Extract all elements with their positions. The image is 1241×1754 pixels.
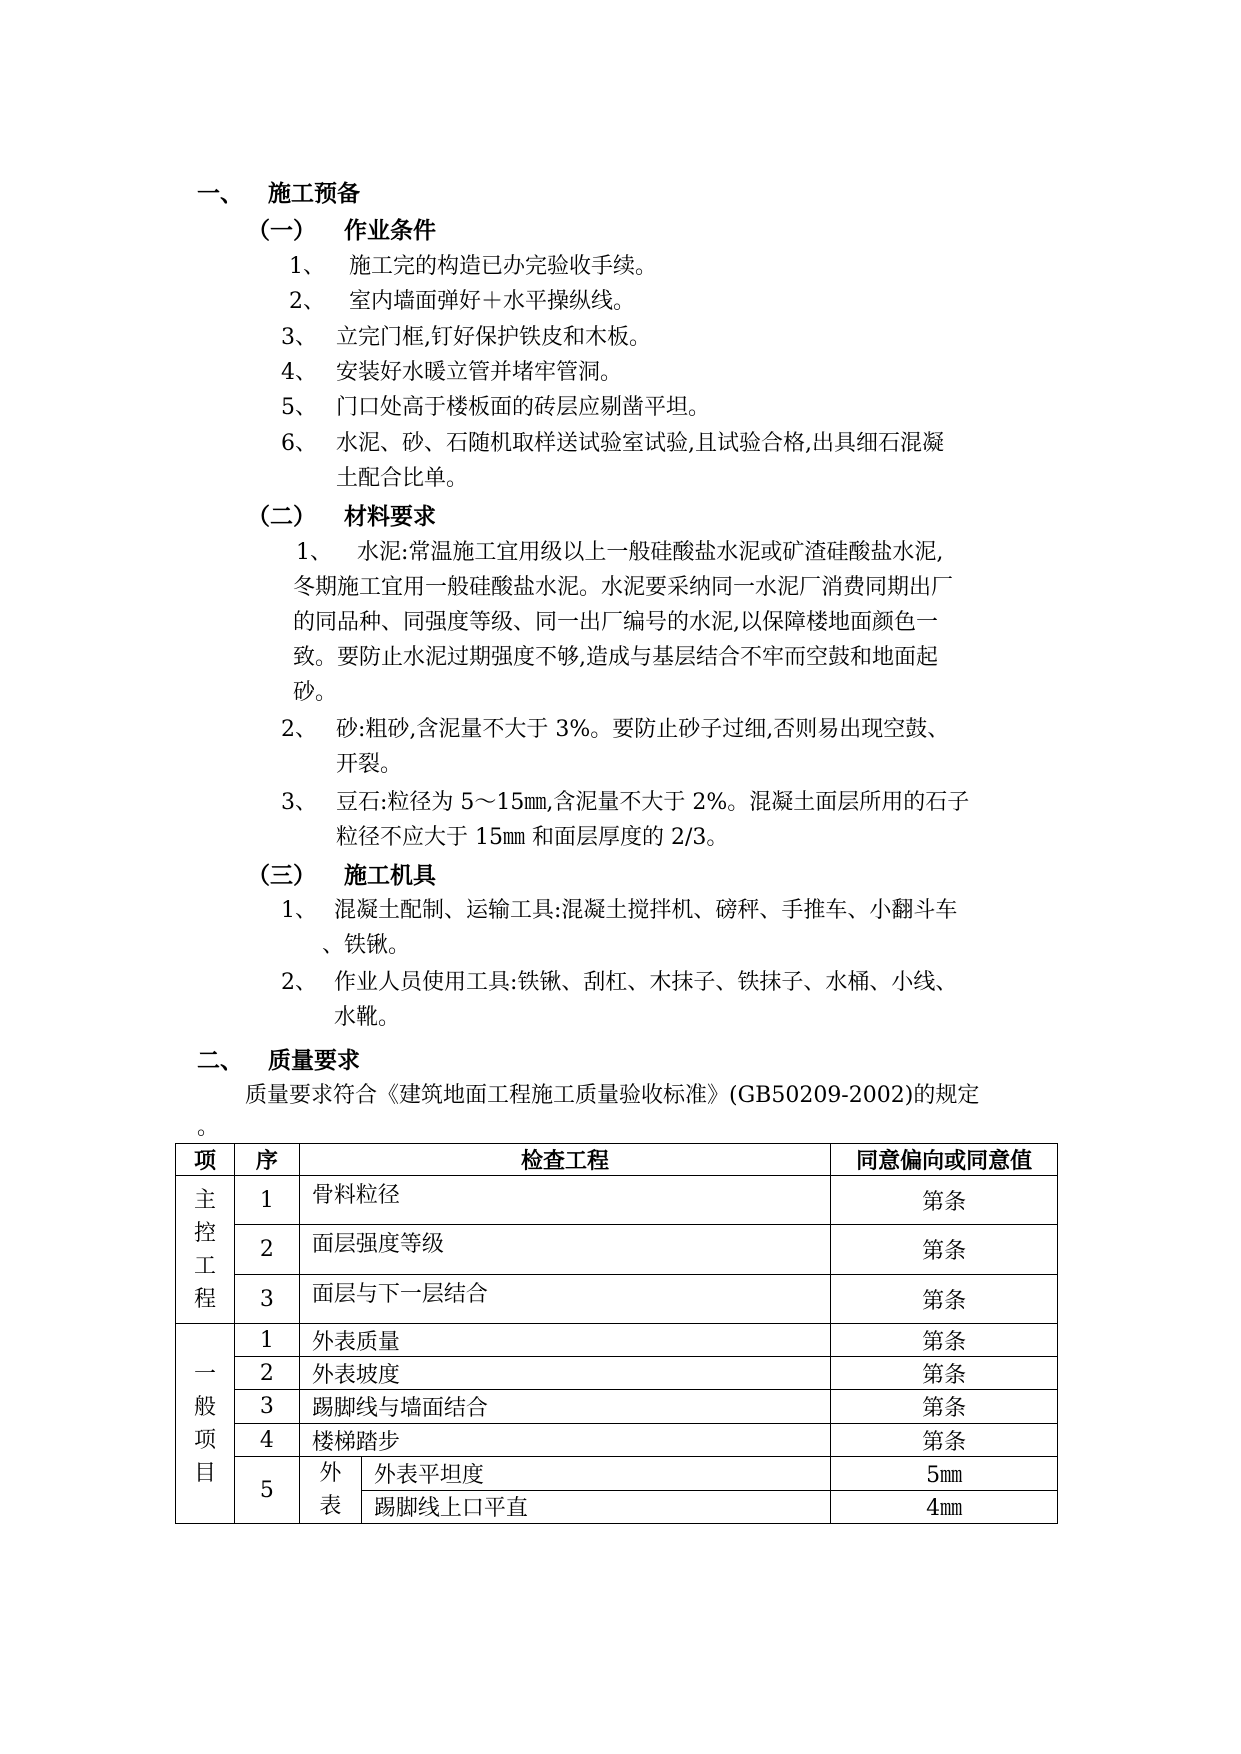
list-item-number: 1、 <box>281 898 317 923</box>
item-cell: 外表平坦度 <box>361 1457 830 1491</box>
list-item-text: 冬期施工宜用一般硅酸盐水泥。水泥要采纳同一水泥厂消费同期出厂 <box>293 575 954 600</box>
seq-cell: 3 <box>234 1275 299 1324</box>
item-cell: 骨料粒径 <box>299 1176 830 1225</box>
value-cell: 第条 <box>831 1176 1058 1225</box>
list-item-number: 3、 <box>281 325 317 350</box>
section-title: 质量要求 <box>268 1048 360 1074</box>
section-intro: 质量要求符合《建筑地面工程施工质量验收标准》(GB50209-2002)的规定 <box>245 1083 980 1108</box>
sub-label-cell <box>299 1457 361 1524</box>
value-cell: 第条 <box>831 1225 1058 1275</box>
subsection-title: 施工机具 <box>344 863 436 889</box>
table-row <box>176 1424 1058 1457</box>
table-row <box>176 1357 1058 1390</box>
list-item-number: 1、 <box>289 254 325 279</box>
list-item-text: 砂:粗砂,含泥量不大于 3%。要防止砂子过细,否则易出现空鼓、 <box>336 717 950 742</box>
list-item-text: 开裂。 <box>336 752 403 777</box>
section-title: 施工预备 <box>268 181 360 207</box>
sub-label: 外表 <box>319 1461 342 1519</box>
list-item-number: 2、 <box>289 289 325 314</box>
header-cell: 同意偏向或同意值 <box>831 1144 1058 1176</box>
table-row <box>176 1390 1058 1424</box>
header-cell: 检查工程 <box>299 1144 830 1176</box>
seq-cell: 1 <box>234 1324 299 1357</box>
value-cell: 第条 <box>831 1275 1058 1324</box>
list-item-number: 2、 <box>281 717 317 742</box>
list-item-text: 安装好水暖立管并堵牢管洞。 <box>336 360 623 385</box>
item-cell: 面层与下一层结合 <box>299 1275 830 1324</box>
seq-cell: 5 <box>234 1457 299 1524</box>
value-cell: 第条 <box>831 1424 1058 1457</box>
value-cell: 5㎜ <box>831 1457 1058 1491</box>
list-item-text: 土配合比单。 <box>336 466 469 491</box>
list-item-number: 2、 <box>281 970 317 995</box>
item-cell: 外表坡度 <box>299 1357 830 1390</box>
list-item-text: 砂。 <box>293 680 338 705</box>
list-item-text: 施工完的构造已办完验收手续。 <box>349 254 658 279</box>
header-cell: 项 <box>176 1144 235 1176</box>
list-item-text: 豆石:粒径为 5～15㎜,含泥量不大于 2%。混凝土面层所用的石子 <box>336 790 970 815</box>
group-label: 一般项目 <box>193 1361 216 1486</box>
quality-table <box>175 1143 1058 1524</box>
list-item-text: 作业人员使用工具:铁锹、刮杠、木抹子、铁抹子、水桶、小线、 <box>334 970 958 995</box>
list-item-number: 1、 <box>296 540 332 565</box>
list-item-number: 4、 <box>281 360 317 385</box>
value-cell: 第条 <box>831 1390 1058 1424</box>
header-cell: 序 <box>234 1144 299 1176</box>
subsection-title: 材料要求 <box>344 504 436 530</box>
list-item-text: 、铁锹。 <box>322 933 411 958</box>
item-cell: 踢脚线与墙面结合 <box>299 1390 830 1424</box>
value-cell: 4㎜ <box>831 1490 1058 1524</box>
seq-cell: 4 <box>234 1424 299 1457</box>
seq-cell: 2 <box>234 1225 299 1275</box>
subsection-number: （二） <box>247 504 316 530</box>
list-item-number: 6、 <box>281 431 317 456</box>
item-cell: 楼梯踏步 <box>299 1424 830 1457</box>
list-item-number: 5、 <box>281 395 317 420</box>
subsection-title: 作业条件 <box>344 218 436 244</box>
item-cell: 外表质量 <box>299 1324 830 1357</box>
value-cell: 第条 <box>831 1324 1058 1357</box>
seq-cell: 2 <box>234 1357 299 1390</box>
seq-cell: 1 <box>234 1176 299 1225</box>
list-item-text: 水泥:常温施工宜用级以上一般硅酸盐水泥或矿渣硅酸盐水泥, <box>357 540 944 565</box>
item-cell: 面层强度等级 <box>299 1225 830 1275</box>
list-item-text: 水靴。 <box>334 1005 401 1030</box>
group-label-cell <box>176 1324 235 1524</box>
value-cell: 第条 <box>831 1357 1058 1390</box>
list-item-text: 的同品种、同强度等级、同一出厂编号的水泥,以保障楼地面颜色一 <box>293 610 938 635</box>
table-row <box>176 1275 1058 1324</box>
subsection-number: （三） <box>247 863 316 889</box>
section-intro: 。 <box>197 1115 220 1140</box>
table-row <box>176 1225 1058 1275</box>
group-label: 主控工程 <box>193 1187 216 1312</box>
seq-cell: 3 <box>234 1390 299 1424</box>
section-number: 一、 <box>197 181 243 207</box>
table-row <box>176 1176 1058 1225</box>
list-item-text: 水泥、砂、石随机取样送试验室试验,且试验合格,出具细石混凝 <box>336 431 944 456</box>
table-header-row <box>176 1144 1058 1176</box>
list-item-text: 致。要防止水泥过期强度不够,造成与基层结合不牢而空鼓和地面起 <box>293 645 938 670</box>
list-item-text: 立完门框,钉好保护铁皮和木板。 <box>336 325 651 350</box>
subsection-number: （一） <box>247 218 316 244</box>
item-cell: 踢脚线上口平直 <box>361 1490 830 1524</box>
table-row <box>176 1324 1058 1357</box>
list-item-text: 混凝土配制、运输工具:混凝土搅拌机、磅秤、手推车、小翻斗车 <box>334 898 958 923</box>
section-number: 二、 <box>197 1048 243 1074</box>
list-item-text: 室内墙面弹好＋水平操纵线。 <box>349 289 636 314</box>
group-label-cell <box>176 1176 235 1324</box>
list-item-text: 粒径不应大于 15㎜ 和面层厚度的 2/3。 <box>336 825 729 850</box>
list-item-number: 3、 <box>281 790 317 815</box>
list-item-text: 门口处高于楼板面的砖层应剔凿平坦。 <box>336 395 711 420</box>
table-row <box>176 1457 1058 1491</box>
